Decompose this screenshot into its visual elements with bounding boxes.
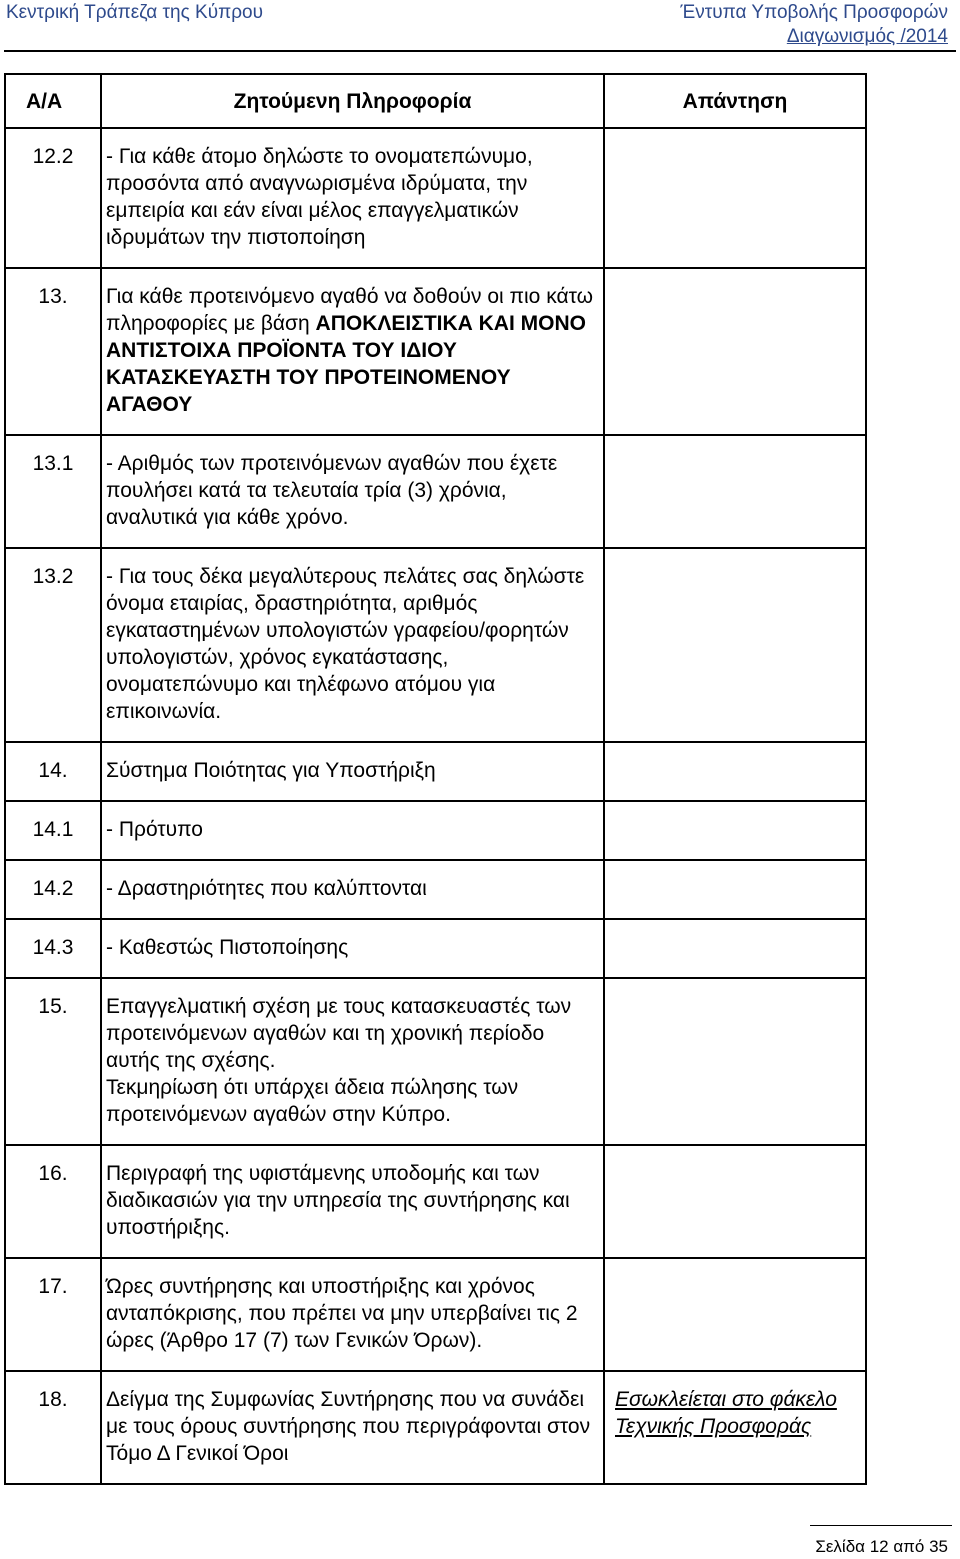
row-answer-cell[interactable]: Εσωκλείεται στο φάκελο Τεχνικής Προσφοράς [604, 1371, 866, 1484]
row-requested-info [101, 978, 604, 1145]
row-requested-info: Δείγμα της Συμφωνίας Συντήρησης που να συνάδει με τους όρους συντήρησης που περιγράφονται στον Τόμο Δ Γενικοί Όροι [101, 1371, 604, 1484]
row-number: 12.2 [5, 128, 101, 268]
table-row [5, 860, 866, 919]
table-row [5, 1371, 866, 1484]
row-answer-cell[interactable] [604, 268, 866, 435]
row-answer-cell[interactable] [604, 919, 866, 978]
table-header-row [5, 74, 866, 128]
row-number: 13. [5, 268, 101, 435]
row-number: 18. [5, 1371, 101, 1484]
table-row [5, 435, 866, 548]
row-requested-info: - Δραστηριότητες που καλύπτονται [101, 860, 604, 919]
row-number: 14. [5, 742, 101, 801]
row-requested-info: - Για τους δέκα μεγαλύτερους πελάτες σας δηλώστε όνομα εταιρίας, δραστηριότητα, αριθμός εγκαταστημένων υπολογιστών γραφείου/φορητών υπολογιστών, χρόνος εγκατάστασης, ονοματεπώνυμο και τηλέφωνο ατόμου για επικοινωνία. [101, 548, 604, 742]
row-number: 17. [5, 1258, 101, 1371]
column-header-answer: Απάντηση [604, 74, 866, 128]
row-answer-cell[interactable] [604, 742, 866, 801]
header-divider [4, 50, 956, 52]
row-answer-cell[interactable] [604, 128, 866, 268]
row-answer-cell[interactable] [604, 1145, 866, 1258]
row-text-second-paragraph: Τεκμηρίωση ότι υπάρχει άδεια πώλησης των προτεινόμενων αγαθών στην Κύπρο. [106, 1076, 519, 1126]
row-number: 14.3 [5, 919, 101, 978]
row-number: 13.1 [5, 435, 101, 548]
row-answer-cell[interactable] [604, 801, 866, 860]
table-row [5, 742, 866, 801]
page-number: Σελίδα 12 από 35 [815, 1537, 948, 1556]
row-requested-info: - Καθεστώς Πιστοποίησης [101, 919, 604, 978]
table-row [5, 268, 866, 435]
row-number: 13.2 [5, 548, 101, 742]
requirements-table [4, 73, 867, 1485]
row-number: 14.2 [5, 860, 101, 919]
row-number: 14.1 [5, 801, 101, 860]
row-answer-cell[interactable] [604, 860, 866, 919]
row-requested-info [101, 268, 604, 435]
row-answer-cell[interactable] [604, 435, 866, 548]
table-row [5, 978, 866, 1145]
table-row [5, 1258, 866, 1371]
column-header-number: Α/Α [5, 74, 101, 128]
header-organization: Κεντρική Τράπεζα της Κύπρου [6, 2, 263, 23]
row-text-bold: ΑΠΟΚΛΕΙΣΤΙΚΑ ΚΑΙ ΜΟΝΟ ΑΝΤΙΣΤΟΙΧΑ ΠΡΟΪΟΝΤΑ ΤΟΥ ΙΔΙΟΥ ΚΑΤΑΣΚΕΥΑΣΤΗ ΤΟΥ ΠΡΟΤΕΙΝΟΜΕΝΟΥ ΑΓΑΘΟΥ [106, 312, 586, 416]
row-requested-info: - Πρότυπο [101, 801, 604, 860]
table-row [5, 801, 866, 860]
column-header-requested-info: Ζητούμενη Πληροφορία [101, 74, 604, 128]
row-requested-info: Περιγραφή της υφιστάμενης υποδομής και των διαδικασιών για την υπηρεσία της συντήρησης και υποστήριξης. [101, 1145, 604, 1258]
table-row [5, 919, 866, 978]
header-tender-name: Διαγωνισμός /2014 [786, 26, 948, 47]
table-row [5, 128, 866, 268]
row-requested-info: Σύστημα Ποιότητας για Υποστήριξη [101, 742, 604, 801]
row-text: Επαγγελματική σχέση με τους κατασκευαστές των προτεινόμενων αγαθών και τη χρονική περίοδο αυτής της σχέσης. [106, 995, 572, 1072]
row-text: Για κάθε προτεινόμενο αγαθό να δοθούν οι πιο κάτω πληροφορίες με βάση [106, 285, 593, 335]
row-answer-cell[interactable] [604, 978, 866, 1145]
table-row [5, 1145, 866, 1258]
row-number: 16. [5, 1145, 101, 1258]
row-requested-info: - Αριθμός των προτεινόμενων αγαθών που έχετε πουλήσει κατά τα τελευταία τρία (3) χρόνια, αναλυτικά για κάθε χρόνο. [101, 435, 604, 548]
row-number: 15. [5, 978, 101, 1145]
header-document-type: Έντυπα Υποβολής Προσφορών [680, 2, 948, 23]
footer-divider [810, 1525, 952, 1526]
row-answer-cell[interactable] [604, 1258, 866, 1371]
row-requested-info: - Για κάθε άτομο δηλώστε το ονοματεπώνυμο, προσόντα από αναγνωρισμένα ιδρύματα, την εμπειρία και εάν είναι μέλος επαγγελματικών ιδρυμάτων την πιστοποίηση [101, 128, 604, 268]
row-requested-info: Ώρες συντήρησης και υποστήριξης και χρόνος ανταπόκρισης, που πρέπει να μην υπερβαίνει τις 2 ώρες (Άρθρο 17 (7) των Γενικών Όρων). [101, 1258, 604, 1371]
row-answer-cell[interactable] [604, 548, 866, 742]
table-row [5, 548, 866, 742]
